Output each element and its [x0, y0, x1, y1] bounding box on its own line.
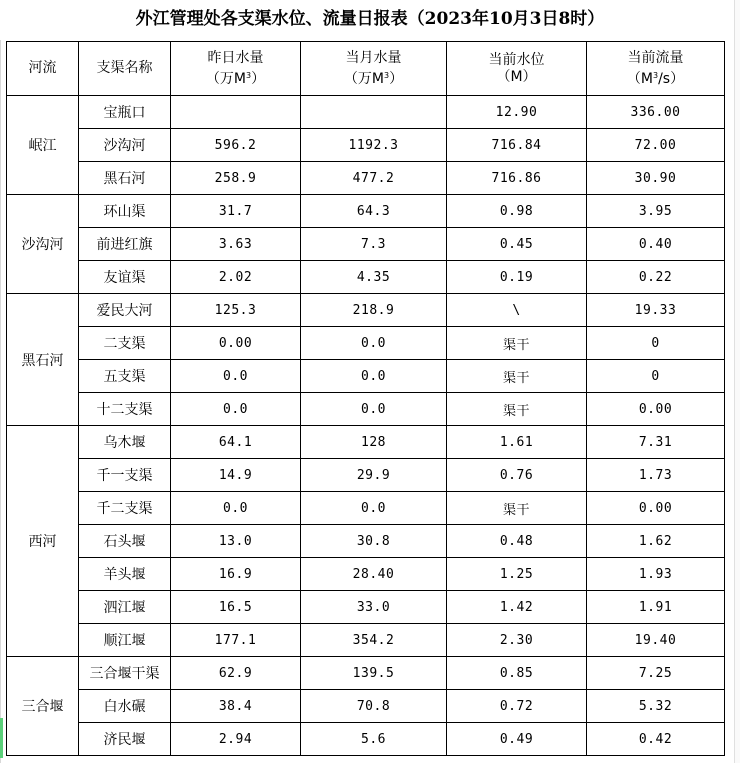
current-flow-cell[interactable]: 3.95	[587, 195, 725, 228]
canal-name-cell[interactable]: 黑石河	[79, 162, 171, 195]
current-level-cell[interactable]: 1.61	[447, 426, 587, 459]
canal-name-cell[interactable]: 沙沟河	[79, 129, 171, 162]
canal-name-cell[interactable]: 千一支渠	[79, 459, 171, 492]
month-volume-cell[interactable]: 1192.3	[301, 129, 447, 162]
river-cell[interactable]: 黑石河	[7, 294, 79, 426]
river-cell[interactable]: 西河	[7, 426, 79, 657]
yesterday-volume-cell[interactable]: 13.0	[171, 525, 301, 558]
month-volume-cell[interactable]: 218.9	[301, 294, 447, 327]
month-volume-cell[interactable]: 0.0	[301, 492, 447, 525]
month-volume-cell[interactable]: 0.0	[301, 327, 447, 360]
current-flow-cell[interactable]: 19.40	[587, 624, 725, 657]
table-row	[7, 261, 725, 294]
sheet-right-edge	[734, 0, 740, 763]
canal-name-cell[interactable]: 白水碾	[79, 690, 171, 723]
current-flow-cell[interactable]: 0.22	[587, 261, 725, 294]
sheet-left-edge	[0, 40, 1, 763]
current-level-cell[interactable]: 0.85	[447, 657, 587, 690]
table-row	[7, 426, 725, 459]
yesterday-volume-cell[interactable]	[171, 96, 301, 129]
table-row	[7, 525, 725, 558]
month-volume-cell[interactable]: 29.9	[301, 459, 447, 492]
table-row	[7, 723, 725, 756]
canal-name-cell[interactable]: 爱民大河	[79, 294, 171, 327]
current-level-cell[interactable]: 0.19	[447, 261, 587, 294]
current-flow-cell[interactable]: 0.00	[587, 492, 725, 525]
current-flow-cell[interactable]: 7.31	[587, 426, 725, 459]
header-river[interactable]: 河流	[7, 42, 79, 96]
month-volume-cell[interactable]: 354.2	[301, 624, 447, 657]
month-volume-cell[interactable]: 7.3	[301, 228, 447, 261]
current-level-cell[interactable]: 716.84	[447, 129, 587, 162]
canal-name-cell[interactable]: 五支渠	[79, 360, 171, 393]
current-flow-cell[interactable]: 0	[587, 327, 725, 360]
current-level-cell[interactable]: 渠干	[447, 393, 587, 426]
month-volume-cell[interactable]: 0.0	[301, 393, 447, 426]
table-row	[7, 360, 725, 393]
yesterday-volume-cell[interactable]: 64.1	[171, 426, 301, 459]
month-volume-cell[interactable]: 28.40	[301, 558, 447, 591]
yesterday-volume-cell[interactable]: 31.7	[171, 195, 301, 228]
current-flow-cell[interactable]: 1.62	[587, 525, 725, 558]
canal-name-cell[interactable]: 石头堰	[79, 525, 171, 558]
current-flow-cell[interactable]: 1.93	[587, 558, 725, 591]
table-row	[7, 96, 725, 129]
canal-name-cell[interactable]: 济民堰	[79, 723, 171, 756]
current-level-cell[interactable]: 渠干	[447, 492, 587, 525]
current-level-cell[interactable]: 1.42	[447, 591, 587, 624]
current-level-cell[interactable]: 0.48	[447, 525, 587, 558]
current-flow-cell[interactable]: 0.00	[587, 393, 725, 426]
river-cell[interactable]: 岷江	[7, 96, 79, 195]
current-flow-cell[interactable]: 7.25	[587, 657, 725, 690]
canal-name-cell[interactable]: 友谊渠	[79, 261, 171, 294]
yesterday-volume-cell[interactable]: 258.9	[171, 162, 301, 195]
current-flow-cell[interactable]: 336.00	[587, 96, 725, 129]
yesterday-volume-cell[interactable]: 16.5	[171, 591, 301, 624]
canal-name-cell[interactable]: 三合堰干渠	[79, 657, 171, 690]
yesterday-volume-cell[interactable]: 125.3	[171, 294, 301, 327]
table-row	[7, 558, 725, 591]
table-row	[7, 294, 725, 327]
month-volume-cell[interactable]: 4.35	[301, 261, 447, 294]
table-row	[7, 162, 725, 195]
river-cell[interactable]: 沙沟河	[7, 195, 79, 294]
current-level-cell[interactable]: 716.86	[447, 162, 587, 195]
yesterday-volume-cell[interactable]: 2.02	[171, 261, 301, 294]
table-row	[7, 129, 725, 162]
month-volume-cell[interactable]: 64.3	[301, 195, 447, 228]
current-flow-cell[interactable]: 72.00	[587, 129, 725, 162]
header-canal-name[interactable]: 支渠名称	[79, 42, 171, 96]
header-month-volume[interactable]: 当月水量 （万$M^3$）	[301, 42, 447, 96]
row-selection-marker	[0, 718, 3, 758]
current-flow-cell[interactable]: 19.33	[587, 294, 725, 327]
current-flow-cell[interactable]: 5.32	[587, 690, 725, 723]
canal-name-cell[interactable]: 前进红旗	[79, 228, 171, 261]
yesterday-volume-cell[interactable]: 0.0	[171, 360, 301, 393]
table-row	[7, 591, 725, 624]
canal-name-cell[interactable]: 环山渠	[79, 195, 171, 228]
canal-name-cell[interactable]: 二支渠	[79, 327, 171, 360]
table-row	[7, 690, 725, 723]
table-row	[7, 624, 725, 657]
month-volume-cell[interactable]	[301, 96, 447, 129]
canal-name-cell[interactable]: 千二支渠	[79, 492, 171, 525]
yesterday-volume-cell[interactable]: 62.9	[171, 657, 301, 690]
current-flow-cell[interactable]: 30.90	[587, 162, 725, 195]
month-volume-cell[interactable]: 33.0	[301, 591, 447, 624]
table-row	[7, 393, 725, 426]
current-flow-cell[interactable]: 0	[587, 360, 725, 393]
current-level-cell[interactable]: 2.30	[447, 624, 587, 657]
yesterday-volume-cell[interactable]: 0.00	[171, 327, 301, 360]
month-volume-cell[interactable]: 30.8	[301, 525, 447, 558]
canal-name-cell[interactable]: 泗江堰	[79, 591, 171, 624]
current-level-cell[interactable]: 0.49	[447, 723, 587, 756]
month-volume-cell[interactable]: 128	[301, 426, 447, 459]
month-volume-cell[interactable]: 70.8	[301, 690, 447, 723]
report-table	[6, 41, 725, 756]
current-level-cell[interactable]: 0.72	[447, 690, 587, 723]
header-row	[7, 42, 725, 96]
current-level-cell[interactable]: \	[447, 294, 587, 327]
current-level-cell[interactable]: 1.25	[447, 558, 587, 591]
table-row	[7, 459, 725, 492]
yesterday-volume-cell[interactable]: 16.9	[171, 558, 301, 591]
yesterday-volume-cell[interactable]: 177.1	[171, 624, 301, 657]
month-volume-cell[interactable]: 139.5	[301, 657, 447, 690]
current-flow-cell[interactable]: 0.42	[587, 723, 725, 756]
month-volume-cell[interactable]: 5.6	[301, 723, 447, 756]
yesterday-volume-cell[interactable]: 0.0	[171, 492, 301, 525]
canal-name-cell[interactable]: 羊头堰	[79, 558, 171, 591]
current-level-cell[interactable]: 0.76	[447, 459, 587, 492]
yesterday-volume-cell[interactable]: 596.2	[171, 129, 301, 162]
table-row	[7, 492, 725, 525]
current-level-cell[interactable]: 0.45	[447, 228, 587, 261]
current-level-cell[interactable]: 渠干	[447, 327, 587, 360]
yesterday-volume-cell[interactable]: 2.94	[171, 723, 301, 756]
current-flow-cell[interactable]: 0.40	[587, 228, 725, 261]
current-level-cell[interactable]: 12.90	[447, 96, 587, 129]
table-row	[7, 195, 725, 228]
header-current-flow[interactable]: 当前流量 $(M^3/s)$	[587, 42, 725, 96]
canal-name-cell[interactable]: 乌木堰	[79, 426, 171, 459]
yesterday-volume-cell[interactable]: 3.63	[171, 228, 301, 261]
current-flow-cell[interactable]: 1.91	[587, 591, 725, 624]
yesterday-volume-cell[interactable]: 14.9	[171, 459, 301, 492]
table-row	[7, 657, 725, 690]
header-yesterday-volume[interactable]: 昨日水量 （万$M^3$）	[171, 42, 301, 96]
current-level-cell[interactable]: 0.98	[447, 195, 587, 228]
current-flow-cell[interactable]: 1.73	[587, 459, 725, 492]
month-volume-cell[interactable]: 477.2	[301, 162, 447, 195]
river-cell[interactable]: 三合堰	[7, 657, 79, 756]
table-row	[7, 228, 725, 261]
canal-name-cell[interactable]: 宝瓶口	[79, 96, 171, 129]
yesterday-volume-cell[interactable]: 38.4	[171, 690, 301, 723]
yesterday-volume-cell[interactable]: 0.0	[171, 393, 301, 426]
canal-name-cell[interactable]: 顺江堰	[79, 624, 171, 657]
header-current-level[interactable]: 当前水位 （M）	[447, 42, 587, 96]
report-title: 外江管理处各支渠水位、流量日报表（2023年10月3日8时）	[135, 9, 605, 29]
month-volume-cell[interactable]: 0.0	[301, 360, 447, 393]
table-row	[7, 327, 725, 360]
canal-name-cell[interactable]: 十二支渠	[79, 393, 171, 426]
current-level-cell[interactable]: 渠干	[447, 360, 587, 393]
